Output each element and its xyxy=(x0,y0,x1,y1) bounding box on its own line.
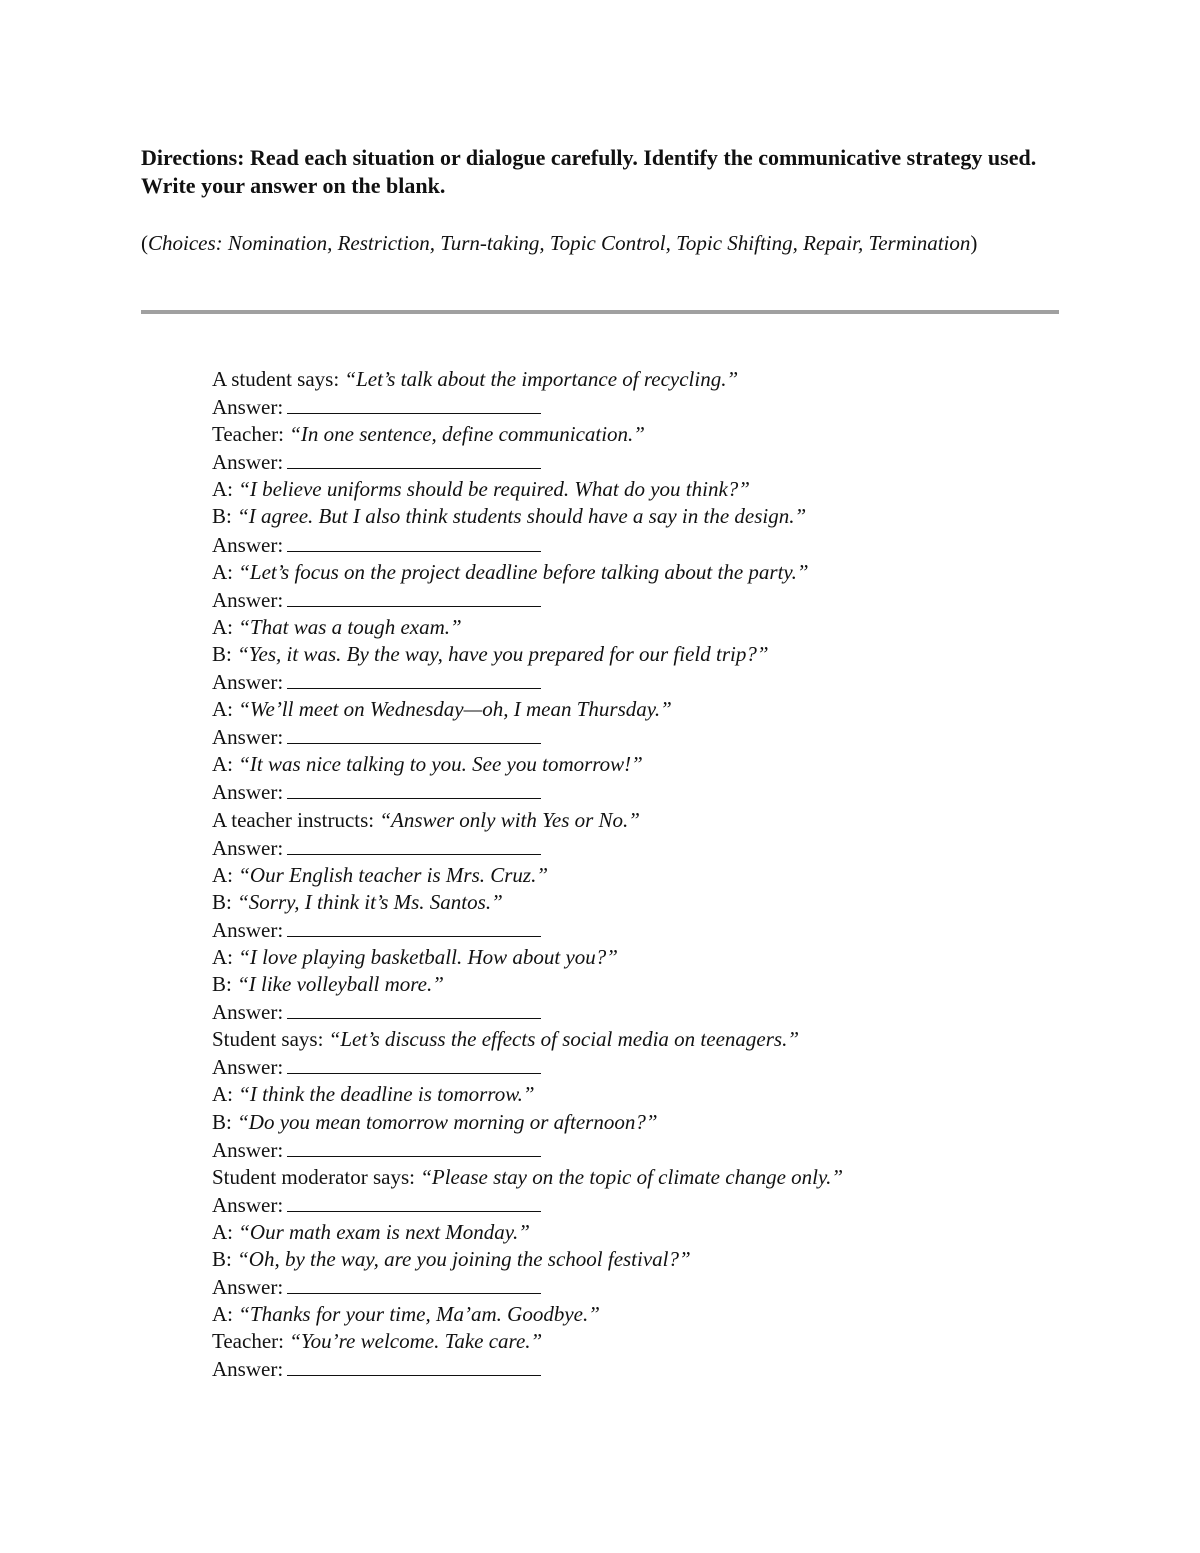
dialogue-line xyxy=(212,476,843,503)
speaker-label: A: xyxy=(212,697,239,722)
dialogue-line xyxy=(212,1164,843,1191)
speaker-label: A: xyxy=(212,862,239,887)
answer-label: Answer: xyxy=(212,1357,284,1382)
answer-blank[interactable] xyxy=(287,1191,541,1212)
dialogue-line xyxy=(212,1109,843,1136)
answer-blank[interactable] xyxy=(287,916,541,937)
answer-label: Answer: xyxy=(212,395,284,420)
answer-blank[interactable] xyxy=(287,778,541,799)
dialogue-quote: “Answer only with Yes or No.” xyxy=(379,807,640,832)
dialogue-line xyxy=(212,559,843,586)
question-item xyxy=(0,944,843,1026)
question-item xyxy=(0,1301,843,1383)
dialogue-quote: “Do you mean tomorrow morning or afternoon?” xyxy=(237,1109,658,1134)
answer-line xyxy=(212,1136,843,1164)
question-item xyxy=(0,1081,843,1163)
answer-label: Answer: xyxy=(212,780,284,805)
choices-close-paren: ) xyxy=(970,231,978,255)
choices-text xyxy=(141,230,1041,257)
dialogue-quote: “Our English teacher is Mrs. Cruz.” xyxy=(238,862,549,887)
speaker-label: A student says: xyxy=(212,367,345,391)
dialogue-quote: “Thanks for your time, Ma’am. Goodbye.” xyxy=(238,1302,600,1327)
answer-label: Answer: xyxy=(212,1000,284,1025)
answer-blank[interactable] xyxy=(287,1355,541,1376)
dialogue-quote: “You’re welcome. Take care.” xyxy=(289,1329,543,1354)
answer-label: Answer: xyxy=(212,1137,284,1162)
dialogue-quote: “I believe uniforms should be required. What do you think?” xyxy=(238,477,750,502)
answer-label: Answer: xyxy=(212,725,284,750)
question-item xyxy=(0,614,843,696)
question-item xyxy=(0,807,843,862)
dialogue-line xyxy=(212,366,843,393)
answer-label: Answer: xyxy=(212,1275,284,1300)
dialogue-quote: “I love playing basketball. How about you?” xyxy=(238,944,618,969)
answer-blank[interactable] xyxy=(287,998,541,1019)
answer-line xyxy=(212,1355,843,1383)
question-item xyxy=(0,421,843,476)
answer-line xyxy=(212,1053,843,1081)
dialogue-line xyxy=(212,1081,843,1108)
dialogue-line xyxy=(212,862,843,889)
question-item xyxy=(0,751,843,806)
answer-line xyxy=(212,586,843,614)
speaker-label: A: xyxy=(212,614,239,639)
speaker-label: B: xyxy=(212,641,238,666)
dialogue-line xyxy=(212,1246,843,1273)
answer-label: Answer: xyxy=(212,450,284,475)
answer-label: Answer: xyxy=(212,587,284,612)
dialogue-quote: “We’ll meet on Wednesday—oh, I mean Thursday.” xyxy=(238,697,672,722)
choices-list: Choices: Nomination, Restriction, Turn-taking, Topic Control, Topic Shifting, Repair, Termination xyxy=(148,231,971,255)
question-item xyxy=(0,559,843,614)
speaker-label: Student moderator says: xyxy=(212,1164,421,1189)
answer-line xyxy=(212,1191,843,1219)
horizontal-divider xyxy=(141,310,1059,314)
speaker-label: Teacher: xyxy=(212,422,290,447)
answer-blank[interactable] xyxy=(287,723,541,744)
answer-blank[interactable] xyxy=(287,393,541,414)
question-item xyxy=(0,1219,843,1301)
speaker-label: A teacher instructs: xyxy=(212,807,380,832)
dialogue-line xyxy=(212,1328,843,1355)
dialogue-quote: “Oh, by the way, are you joining the school festival?” xyxy=(237,1247,691,1271)
dialogue-quote: “Let’s discuss the effects of social media on teenagers.” xyxy=(328,1027,799,1052)
answer-line xyxy=(212,834,843,862)
speaker-label: Teacher: xyxy=(212,1329,290,1354)
question-item xyxy=(0,862,843,944)
speaker-label: A: xyxy=(212,477,239,502)
question-item xyxy=(0,366,843,421)
question-item xyxy=(0,1164,843,1219)
answer-label: Answer: xyxy=(212,1055,284,1080)
dialogue-quote: “I like volleyball more.” xyxy=(237,972,444,997)
answer-line xyxy=(212,668,843,696)
answer-line xyxy=(212,531,843,559)
dialogue-quote: “Our math exam is next Monday.” xyxy=(238,1219,530,1244)
dialogue-quote: “In one sentence, define communication.” xyxy=(289,422,645,447)
dialogue-line xyxy=(212,889,843,916)
speaker-label: B: xyxy=(212,889,238,914)
answer-blank[interactable] xyxy=(287,1136,541,1157)
dialogue-quote: “Sorry, I think it’s Ms. Santos.” xyxy=(237,889,503,914)
speaker-label: A: xyxy=(212,944,239,969)
dialogue-line xyxy=(212,696,843,723)
speaker-label: B: xyxy=(212,1247,238,1271)
dialogue-line xyxy=(212,1301,843,1328)
answer-line xyxy=(212,393,843,421)
dialogue-line xyxy=(212,807,843,834)
answer-blank[interactable] xyxy=(287,448,541,469)
answer-label: Answer: xyxy=(212,1192,284,1217)
dialogue-line xyxy=(212,1026,843,1053)
answer-line xyxy=(212,998,843,1026)
dialogue-quote: “Let’s focus on the project deadline before talking about the party.” xyxy=(238,559,809,584)
dialogue-line xyxy=(212,614,843,641)
question-item xyxy=(0,696,843,751)
speaker-label: Student says: xyxy=(212,1027,329,1052)
dialogue-quote: “Let’s talk about the importance of recycling.” xyxy=(344,367,739,391)
answer-label: Answer: xyxy=(212,670,284,695)
answer-line xyxy=(212,723,843,751)
dialogue-quote: “Yes, it was. By the way, have you prepared for our field trip?” xyxy=(237,641,769,666)
answer-blank[interactable] xyxy=(287,834,541,855)
answer-line xyxy=(212,448,843,476)
speaker-label: A: xyxy=(212,1082,239,1107)
answer-blank[interactable] xyxy=(287,531,541,552)
dialogue-line xyxy=(212,971,843,998)
speaker-label: A: xyxy=(212,752,239,777)
dialogue-line xyxy=(212,421,843,448)
speaker-label: A: xyxy=(212,1302,239,1327)
speaker-label: B: xyxy=(212,972,238,997)
speaker-label: B: xyxy=(212,504,238,529)
answer-line xyxy=(212,778,843,806)
answer-blank[interactable] xyxy=(287,668,541,689)
dialogue-line xyxy=(212,1219,843,1246)
question-item xyxy=(0,476,843,558)
question-item xyxy=(0,1026,843,1081)
answer-label: Answer: xyxy=(212,532,284,557)
answer-label: Answer: xyxy=(212,917,284,942)
dialogue-quote: “That was a tough exam.” xyxy=(238,614,462,639)
dialogue-quote: “Please stay on the topic of climate change only.” xyxy=(420,1164,844,1189)
answer-label: Answer: xyxy=(212,835,284,860)
dialogue-line xyxy=(212,503,843,530)
choices-open-paren: ( xyxy=(141,231,148,255)
directions-text: Directions: Read each situation or dialogue carefully. Identify the communicative strategy used. Write your answer on the blank. xyxy=(141,145,1037,198)
dialogue-line xyxy=(212,944,843,971)
speaker-label: B: xyxy=(212,1109,238,1134)
speaker-label: A: xyxy=(212,559,239,584)
dialogue-quote: “I think the deadline is tomorrow.” xyxy=(238,1082,535,1107)
answer-line xyxy=(212,1273,843,1301)
dialogue-line xyxy=(212,751,843,778)
dialogue-line xyxy=(212,641,843,668)
answer-blank[interactable] xyxy=(287,1273,541,1294)
dialogue-quote: “I agree. But I also think students should have a say in the design.” xyxy=(237,504,807,529)
answer-blank[interactable] xyxy=(287,1053,541,1074)
question-list xyxy=(0,366,843,1383)
answer-blank[interactable] xyxy=(287,586,541,607)
answer-line xyxy=(212,916,843,944)
dialogue-quote: “It was nice talking to you. See you tomorrow!” xyxy=(238,752,643,777)
speaker-label: A: xyxy=(212,1219,239,1244)
